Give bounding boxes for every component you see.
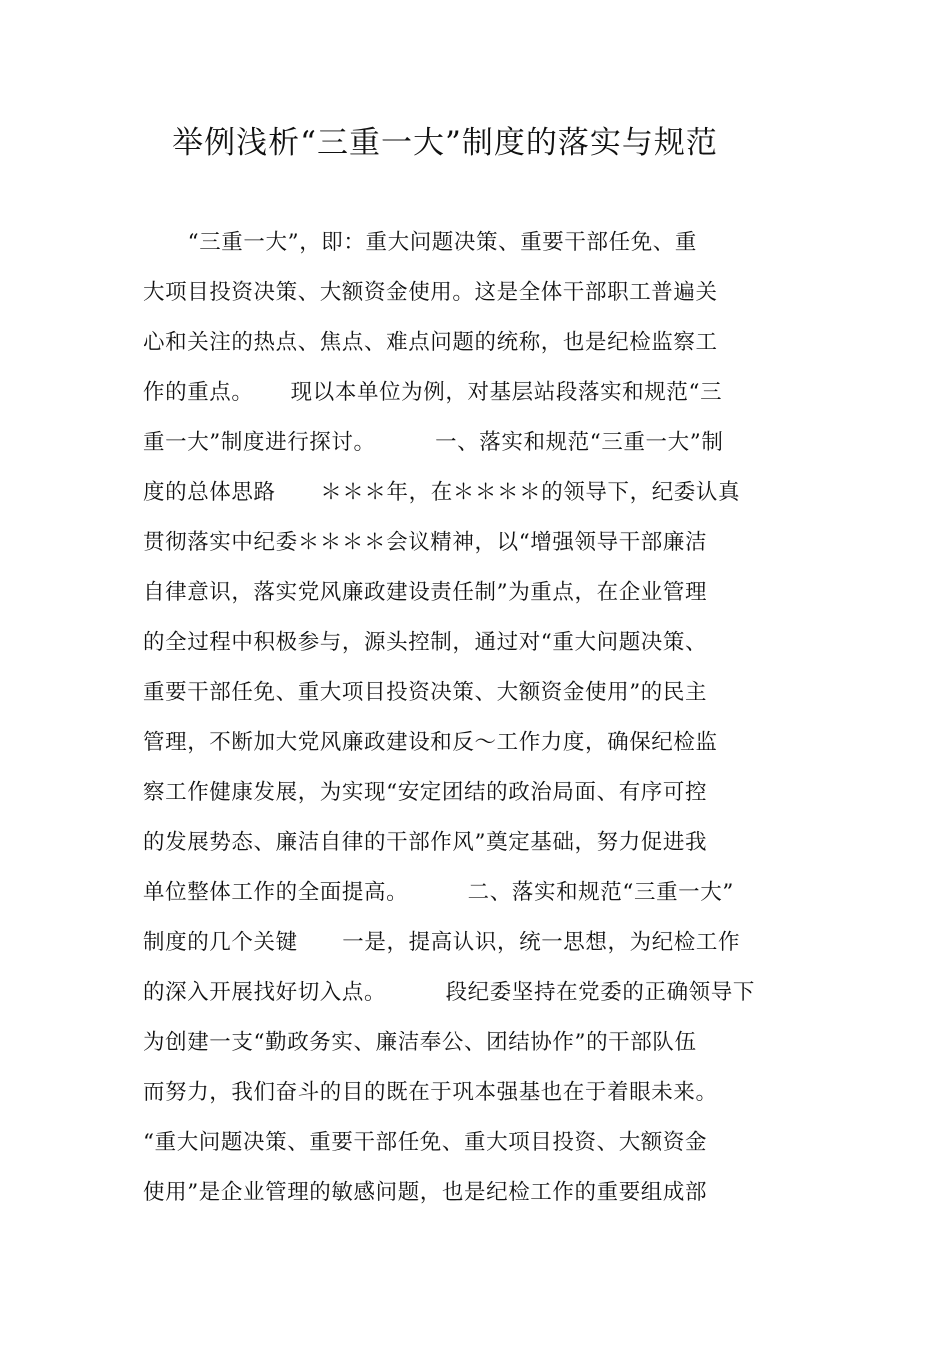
body-line-5: 重一大”制度进行探讨。 一、落实和规范“三重一大”制: [143, 430, 724, 455]
body-line-11: 管理，不断加大党风廉政建设和反～工作力度，确保纪检监: [143, 730, 718, 755]
body-line-9: 的全过程中积极参与，源头控制，通过对“重大问题决策、: [143, 630, 708, 655]
body-line-17: 为创建一支“勤政务实、廉洁奉公、团结协作”的干部队伍: [143, 1030, 697, 1055]
body-line-20: 使用”是企业管理的敏感问题，也是纪检工作的重要组成部: [143, 1180, 708, 1205]
body-line-7: 贯彻落实中纪委＊＊＊＊会议精神，以“增强领导干部廉洁: [143, 530, 708, 555]
body-line-4: 作的重点。 现以本单位为例，对基层站段落实和规范“三: [143, 380, 723, 405]
document-title: 举例浅析“三重一大”制度的落实与规范: [172, 125, 718, 161]
body-line-14: 单位整体工作的全面提高。 二、落实和规范“三重一大”: [143, 880, 734, 905]
body-line-15: 制度的几个关键 一是，提高认识，统一思想，为纪检工作: [143, 930, 741, 955]
body-line-16: 的深入开展找好切入点。 段纪委坚持在党委的正确领导下: [143, 980, 755, 1005]
body-line-10: 重要干部任免、重大项目投资决策、大额资金使用”的民主: [143, 680, 708, 705]
body-line-19: “重大问题决策、重要干部任免、重大项目投资、大额资金: [143, 1130, 708, 1155]
body-line-13: 的发展势态、廉洁自律的干部作风”奠定基础，努力促进我: [143, 830, 708, 855]
document-body: [143, 218, 793, 1218]
body-line-18: 而努力，我们奋斗的目的既在于巩本强基也在于着眼未来。: [143, 1080, 718, 1105]
body-line-8: 自律意识，落实党风廉政建设责任制”为重点，在企业管理: [143, 580, 708, 605]
body-line-3: 心和关注的热点、焦点、难点问题的统称，也是纪检监察工: [143, 330, 718, 355]
body-line-12: 察工作健康发展，为实现“安定团结的政治局面、有序可控: [143, 780, 708, 805]
body-line-2: 大项目投资决策、大额资金使用。这是全体干部职工普遍关: [143, 280, 718, 305]
body-line-6: 度的总体思路 ＊＊＊年，在＊＊＊＊的领导下，纪委认真: [143, 480, 741, 505]
body-line-1: “三重一大”，即：重大问题决策、重要干部任免、重: [143, 230, 697, 255]
